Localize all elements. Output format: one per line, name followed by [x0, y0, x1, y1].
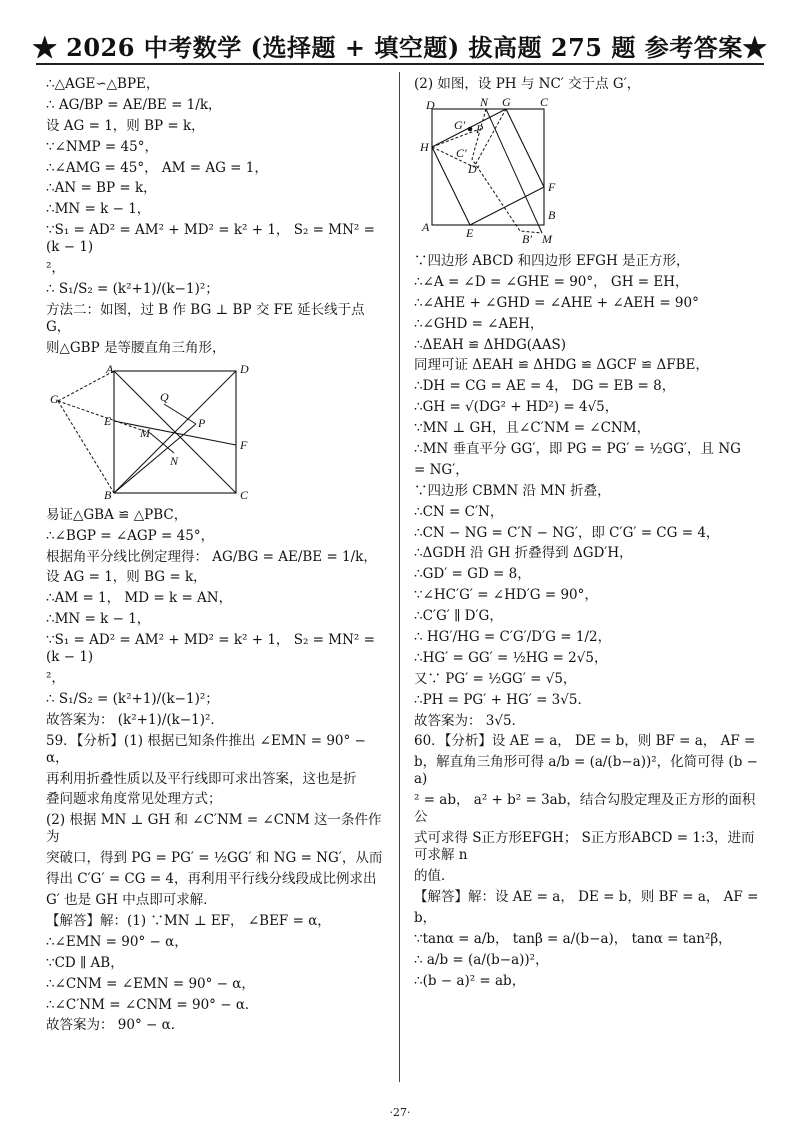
fig1-label-m: M	[140, 425, 150, 440]
text-line: ∵S₁ = AD² = AM² + MD² = k² + 1， S₂ = MN² = (k − 1)	[46, 222, 375, 256]
text-line: ∴AN = BP = k，	[46, 180, 157, 197]
fig2-label-g: G	[502, 97, 511, 109]
figure-1-svg	[46, 361, 266, 501]
text-line: ∵CD ∥ AB，	[46, 954, 124, 971]
fig2-label-m: M	[542, 232, 552, 246]
fig1-label-q: Q	[160, 389, 169, 404]
text-line: ∴∠A = ∠D = ∠GHE = 90°， GH = EH，	[414, 273, 689, 290]
line-ph	[432, 130, 477, 147]
text-line: G′ 也是 GH 中点即可求解．	[46, 892, 217, 909]
text-line: 故答案为： 3√5．	[414, 712, 526, 729]
text-line: ∴ΔEAH ≌ ΔHDG(AAS)	[414, 336, 567, 353]
folded-gdh	[432, 109, 506, 167]
figure-1	[46, 361, 392, 501]
text-line: 59．【分析】(1) 根据已知条件推出 ∠EMN = 90° − α，	[46, 732, 366, 766]
text-line: ∴∠GHD = ∠AEH，	[414, 315, 544, 332]
text-line: ∴ S₁/S₂ = (k²+1)/(k−1)²；	[46, 281, 219, 298]
text-line: ∴ΔGDH 沿 GH 折叠得到 ΔGD′H，	[414, 545, 633, 562]
text-line: = NG′，	[414, 461, 469, 478]
text-line: 【解答】解：(1) ∵MN ⊥ EF， ∠BEF = α，	[46, 912, 331, 929]
fig1-label-b: B	[104, 487, 112, 501]
text-line: 设 AG = 1，则 BP = k，	[46, 117, 205, 134]
text-line: ∴PH = PG′ + HG′ = 3√5．	[414, 691, 591, 708]
text-line: ∴∠BGP = ∠AGP = 45°，	[46, 527, 215, 544]
fig2-label-b: B	[548, 208, 556, 222]
text-line: 得出 C′G′ = CG = 4，再利用平行线分线段成比例求出	[46, 871, 377, 888]
text-line: ∴C′G′ ∥ D′G，	[414, 608, 503, 625]
text-line: ∴ a/b = (a/(b−a))²，	[414, 951, 549, 968]
text-line: ∴∠C′NM = ∠CNM = 90° − α．	[46, 996, 259, 1013]
text-line: ∴MN 垂直平分 GG′，即 PG = PG′ = ½GG′，且 NG	[414, 441, 741, 458]
header-rule	[36, 63, 764, 65]
text-line: 设 AG = 1，则 BG = k，	[46, 569, 207, 586]
text-line: ∴∠AHE + ∠GHD = ∠AHE + ∠AEH = 90°	[414, 294, 699, 311]
fig1-label-a: A	[106, 361, 114, 376]
fig2-label-a: A	[422, 220, 430, 234]
text-line: ²，	[46, 260, 65, 277]
line-mn-2	[486, 109, 542, 233]
text-line: ∴△AGE∽△BPE，	[46, 76, 160, 92]
fig1-label-c: C	[240, 487, 249, 501]
text-line: 突破口，得到 PG = PG′ = ½GG′ 和 NG = NG′，从而	[46, 850, 383, 867]
page-title: ★ 2026 中考数学 (选择题 + 填空题) 拔高题 275 题 参考答案★	[32, 33, 768, 62]
right-intro: (2) 如图，设 PH 与 NC′ 交于点 G′，	[414, 76, 641, 92]
text-line: 再利用折叠性质以及平行线即可求出答案，这也是折	[46, 770, 357, 787]
fig1-label-f: F	[240, 437, 248, 452]
page-number: ·27·	[389, 1106, 411, 1119]
text-line: ∴HG′ = GG′ = ½HG = 2√5，	[414, 649, 608, 666]
text-line: ∴DH = CG = AE = 4， DG = EB = 8，	[414, 378, 676, 395]
point-g-prime	[468, 127, 473, 132]
text-line: 60．【分析】设 AE = a， DE = b，则 BF = a， AF =	[414, 733, 756, 750]
right-column	[414, 76, 760, 993]
text-line: ∵tanα = a/b， tanβ = a/(b−a)， tanα = tan²β，	[414, 930, 732, 947]
text-line: ∴∠AMG = 45°， AM = AG = 1，	[46, 159, 268, 176]
text-line: ∴∠CNM = ∠EMN = 90° − α，	[46, 975, 255, 992]
left-lines-a	[46, 76, 392, 357]
line-qp	[164, 404, 196, 424]
page-header	[0, 0, 800, 62]
text-line: ∵∠HC′G′ = ∠HD′G = 90°，	[414, 587, 598, 604]
text-line: ∵∠NMP = 45°，	[46, 138, 158, 155]
figure-2-svg	[414, 97, 564, 247]
text-line: 故答案为： (k²+1)/(k−1)²．	[46, 711, 224, 728]
text-line: 同理可证 ΔEAH ≌ ΔHDG ≌ ΔGCF ≌ ΔFBE，	[414, 357, 709, 374]
text-line: ∴ HG′/HG = C′G′/D′G = 1/2，	[414, 629, 612, 646]
text-line: ²，	[46, 670, 65, 687]
text-line: 又∵ PG′ = ½GG′ = √5，	[414, 670, 577, 687]
text-line: ∴MN = k − 1，	[46, 611, 151, 628]
text-line: ∴ S₁/S₂ = (k²+1)/(k−1)²；	[46, 690, 219, 707]
text-line: 易证△GBA ≌ △PBC，	[46, 506, 188, 523]
fig1-label-e: E	[104, 413, 112, 428]
text-line: ∴∠EMN = 90° − α，	[46, 933, 188, 950]
text-line: ∴GH = √(DG² + HD²) = 4√5，	[414, 399, 619, 416]
text-line: 根据角平分线比例定理得： AG/BG = AE/BE = 1/k，	[46, 548, 377, 565]
text-line: ∴(b − a)² = ab，	[414, 972, 526, 989]
fig2-label-e: E	[466, 226, 474, 240]
fig2-label-h: H	[420, 140, 429, 154]
text-line: ∴MN = k − 1，	[46, 201, 151, 218]
column-divider	[399, 72, 400, 1082]
text-line: b，	[414, 909, 437, 926]
text-line: 故答案为： 90° − α．	[46, 1017, 185, 1034]
text-line: ∴ AG/BP = AE/BE = 1/k，	[46, 96, 222, 113]
right-lines	[414, 253, 760, 990]
text-line: ∵四边形 CBMN 沿 MN 折叠，	[414, 482, 611, 499]
fig2-label-p: P	[476, 122, 484, 136]
fig2-label-c: C	[540, 97, 549, 109]
text-line: ∵四边形 ABCD 和四边形 EFGH 是正方形，	[414, 253, 690, 269]
fig2-label-f: F	[548, 180, 556, 194]
square-efgh	[432, 109, 544, 225]
fig2-label-cprime: C′	[456, 146, 467, 160]
text-line: 【解答】解：设 AE = a， DE = b，则 BF = a， AF =	[414, 888, 759, 905]
line-bp	[114, 424, 196, 493]
text-line: ∴AM = 1， MD = k = AN，	[46, 590, 233, 607]
figure-2	[414, 97, 760, 247]
text-line: (2) 根据 MN ⊥ GH 和 ∠C′NM = ∠CNM 这一条件作为	[46, 812, 382, 846]
text-line: 则△GBP 是等腰直角三角形，	[46, 339, 226, 356]
left-column	[46, 76, 392, 1038]
text-line: 的值．	[414, 868, 455, 885]
fig1-label-g: G	[50, 391, 59, 406]
text-line: 叠问题求角度常见处理方式；	[46, 791, 222, 808]
text-line: 式可求得 S正方形EFGH； S正方形ABCD = 1:3，进而可求解 n	[414, 830, 755, 864]
text-line: ∴CN − NG = C′N − NG′，即 C′G′ = CG = 4，	[414, 524, 720, 541]
fig2-label-bprime: B′	[522, 232, 532, 246]
text-line: ∴GD′ = GD = 8，	[414, 566, 531, 583]
fig1-label-d: D	[240, 361, 249, 376]
fig1-label-n: N	[170, 453, 179, 468]
left-lines-b	[46, 507, 392, 1035]
text-line: ∵MN ⊥ GH，且∠C′NM = ∠CNM，	[414, 420, 651, 437]
fig2-label-d: D	[426, 98, 435, 112]
text-line: ² = ab， a² + b² = 3ab，结合勾股定理及正方形的面积公	[414, 792, 756, 826]
text-line: ∵S₁ = AD² = AM² + MD² = k² + 1， S₂ = MN² = (k − 1)	[46, 632, 375, 666]
fig2-label-gprime: G′	[454, 118, 466, 132]
fig2-label-dprime: D′	[468, 162, 480, 176]
fig2-label-n: N	[480, 97, 489, 109]
square-abcd-2	[432, 109, 544, 225]
text-line: 方法二：如图，过 B 作 BG ⊥ BP 交 FE 延长线于点 G，	[46, 301, 365, 335]
text-line: b，解直角三角形可得 a/b = (a/(b−a))²，化简可得 (b − a)	[414, 754, 758, 788]
text-line: ∴CN = C′N，	[414, 503, 504, 520]
fig1-label-p: P	[198, 415, 206, 430]
